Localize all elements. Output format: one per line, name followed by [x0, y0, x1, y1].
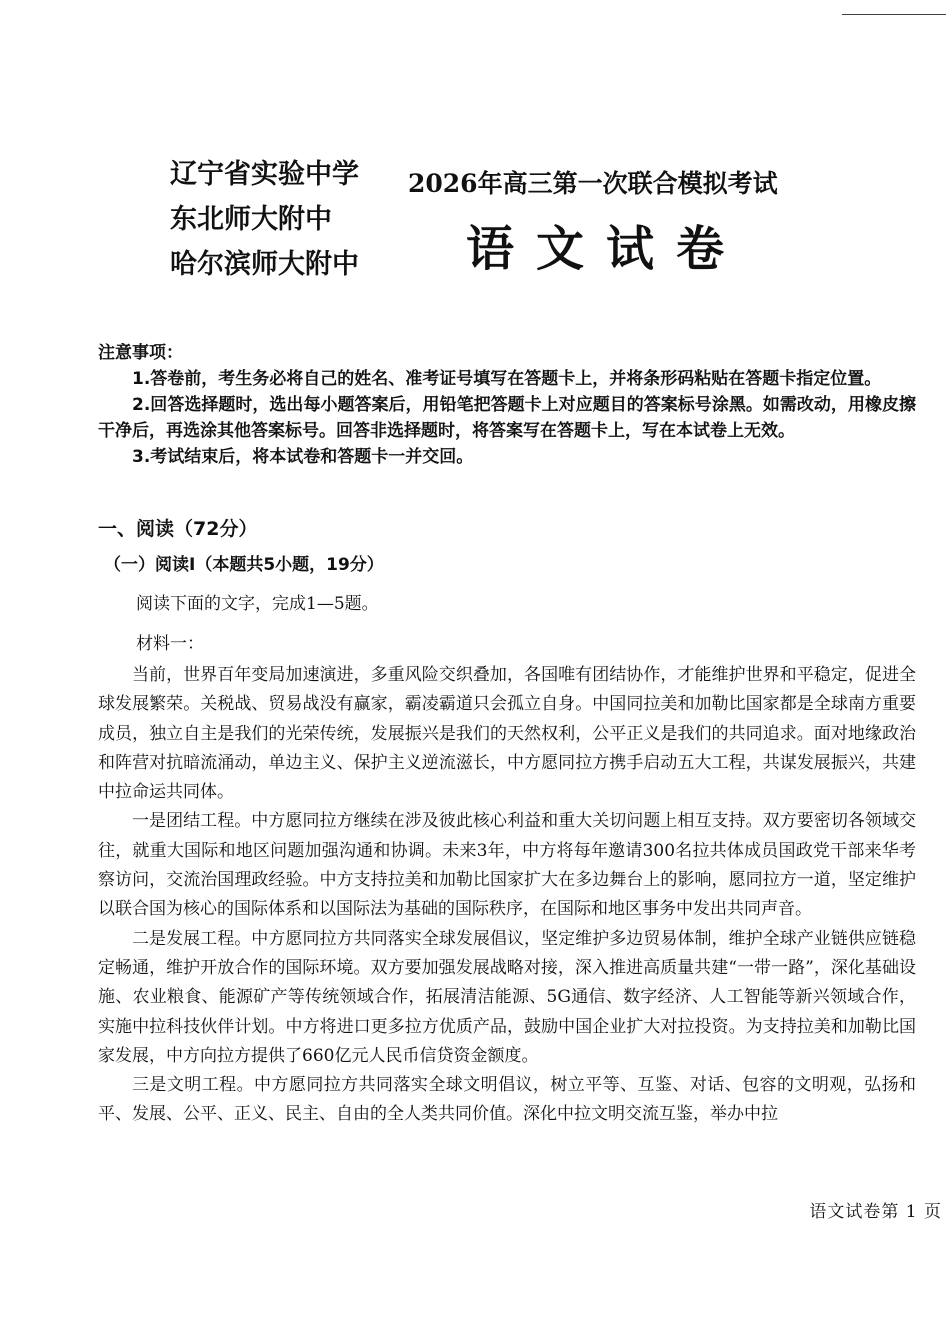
school-name: 辽宁省实验中学	[170, 159, 359, 190]
school-name: 哈尔滨师大附中	[170, 249, 359, 280]
reading-instruction: 阅读下面的文字，完成1—5题。	[136, 594, 379, 614]
reading-passage	[98, 661, 916, 1130]
notice-item: 3.考试结束后，将本试卷和答题卡一并交回。	[132, 447, 474, 467]
notice-block	[98, 340, 916, 470]
passage-paragraph: 一是团结工程。中方愿同拉方继续在涉及彼此核心利益和重大关切问题上相互支持。双方要密切各领域交往，就重大国际和地区问题加强沟通和协调。未来3年，中方将每年邀请300名拉共体成员国政党干部来华考察访问，交流治国理政经验。中方支持拉美和加勒比国家扩大在多边舞台上的影响，愿同拉方一道，坚定维护以联合国为核心的国际体系和以国际法为基础的国际秩序，在国际和地区事务中发出共同声音。	[98, 811, 916, 920]
exam-title: 2026年高三第一次联合模拟考试	[408, 169, 778, 198]
notice-item: 2.回答选择题时，选出每小题答案后，用铅笔把答题卡上对应题目的答案标号涂黑。如需改动，用橡皮擦干净后，再选涂其他答案标号。回答非选择题时，将答案写在答题卡上，写在本试卷上无效。	[98, 395, 916, 441]
notice-heading: 注意事项：	[98, 343, 183, 363]
school-list	[170, 152, 359, 287]
material-label: 材料一：	[136, 634, 204, 654]
section-heading: 一、阅读（72分）	[98, 518, 258, 540]
page-number: 语文试卷第 1 页	[809, 1202, 942, 1222]
passage-paragraph: 当前，世界百年变局加速演进，多重风险交织叠加，各国唯有团结协作，才能维护世界和平稳定，促进全球发展繁荣。关税战、贸易战没有赢家，霸凌霸道只会孤立自身。中国同拉美和加勒比国家都是全球南方重要成员，独立自主是我们的光荣传统，发展振兴是我们的天然权利，公平正义是我们的共同追求。面对地缘政治和阵营对抗暗流涌动，单边主义、保护主义逆流滋长，中方愿同拉方携手启动五大工程，共谋发展振兴，共建中拉命运共同体。	[98, 665, 916, 803]
passage-paragraph: 三是文明工程。中方愿同拉方共同落实全球文明倡议，树立平等、互鉴、对话、包容的文明观，弘扬和平、发展、公平、正义、民主、自由的全人类共同价值。深化中拉文明交流互鉴，举办中拉	[98, 1075, 916, 1125]
notice-item: 1.答卷前，考生务必将自己的姓名、准考证号填写在答题卡上，并将条形码粘贴在答题卡指定位置。	[132, 369, 882, 389]
passage-paragraph: 二是发展工程。中方愿同拉方共同落实全球发展倡议，坚定维护多边贸易体制，维护全球产业链供应链稳定畅通，维护开放合作的国际环境。双方要加强发展战略对接，深入推进高质量共建“一带一路”，深化基础设施、农业粮食、能源矿产等传统领域合作，拓展清洁能源、5G通信、数字经济、人工智能等新兴领域合作，实施中拉科技伙伴计划。中方将进口更多拉方优质产品，鼓励中国企业扩大对拉投资。为支持拉美和加勒比国家发展，中方向拉方提供了660亿元人民币信贷资金额度。	[98, 928, 916, 1066]
top-edge-rule	[842, 14, 946, 15]
subsection-heading: （一）阅读Ⅰ（本题共5小题，19分）	[104, 555, 384, 575]
school-name: 东北师大附中	[170, 204, 332, 235]
paper-title: 语文试卷	[466, 221, 747, 277]
